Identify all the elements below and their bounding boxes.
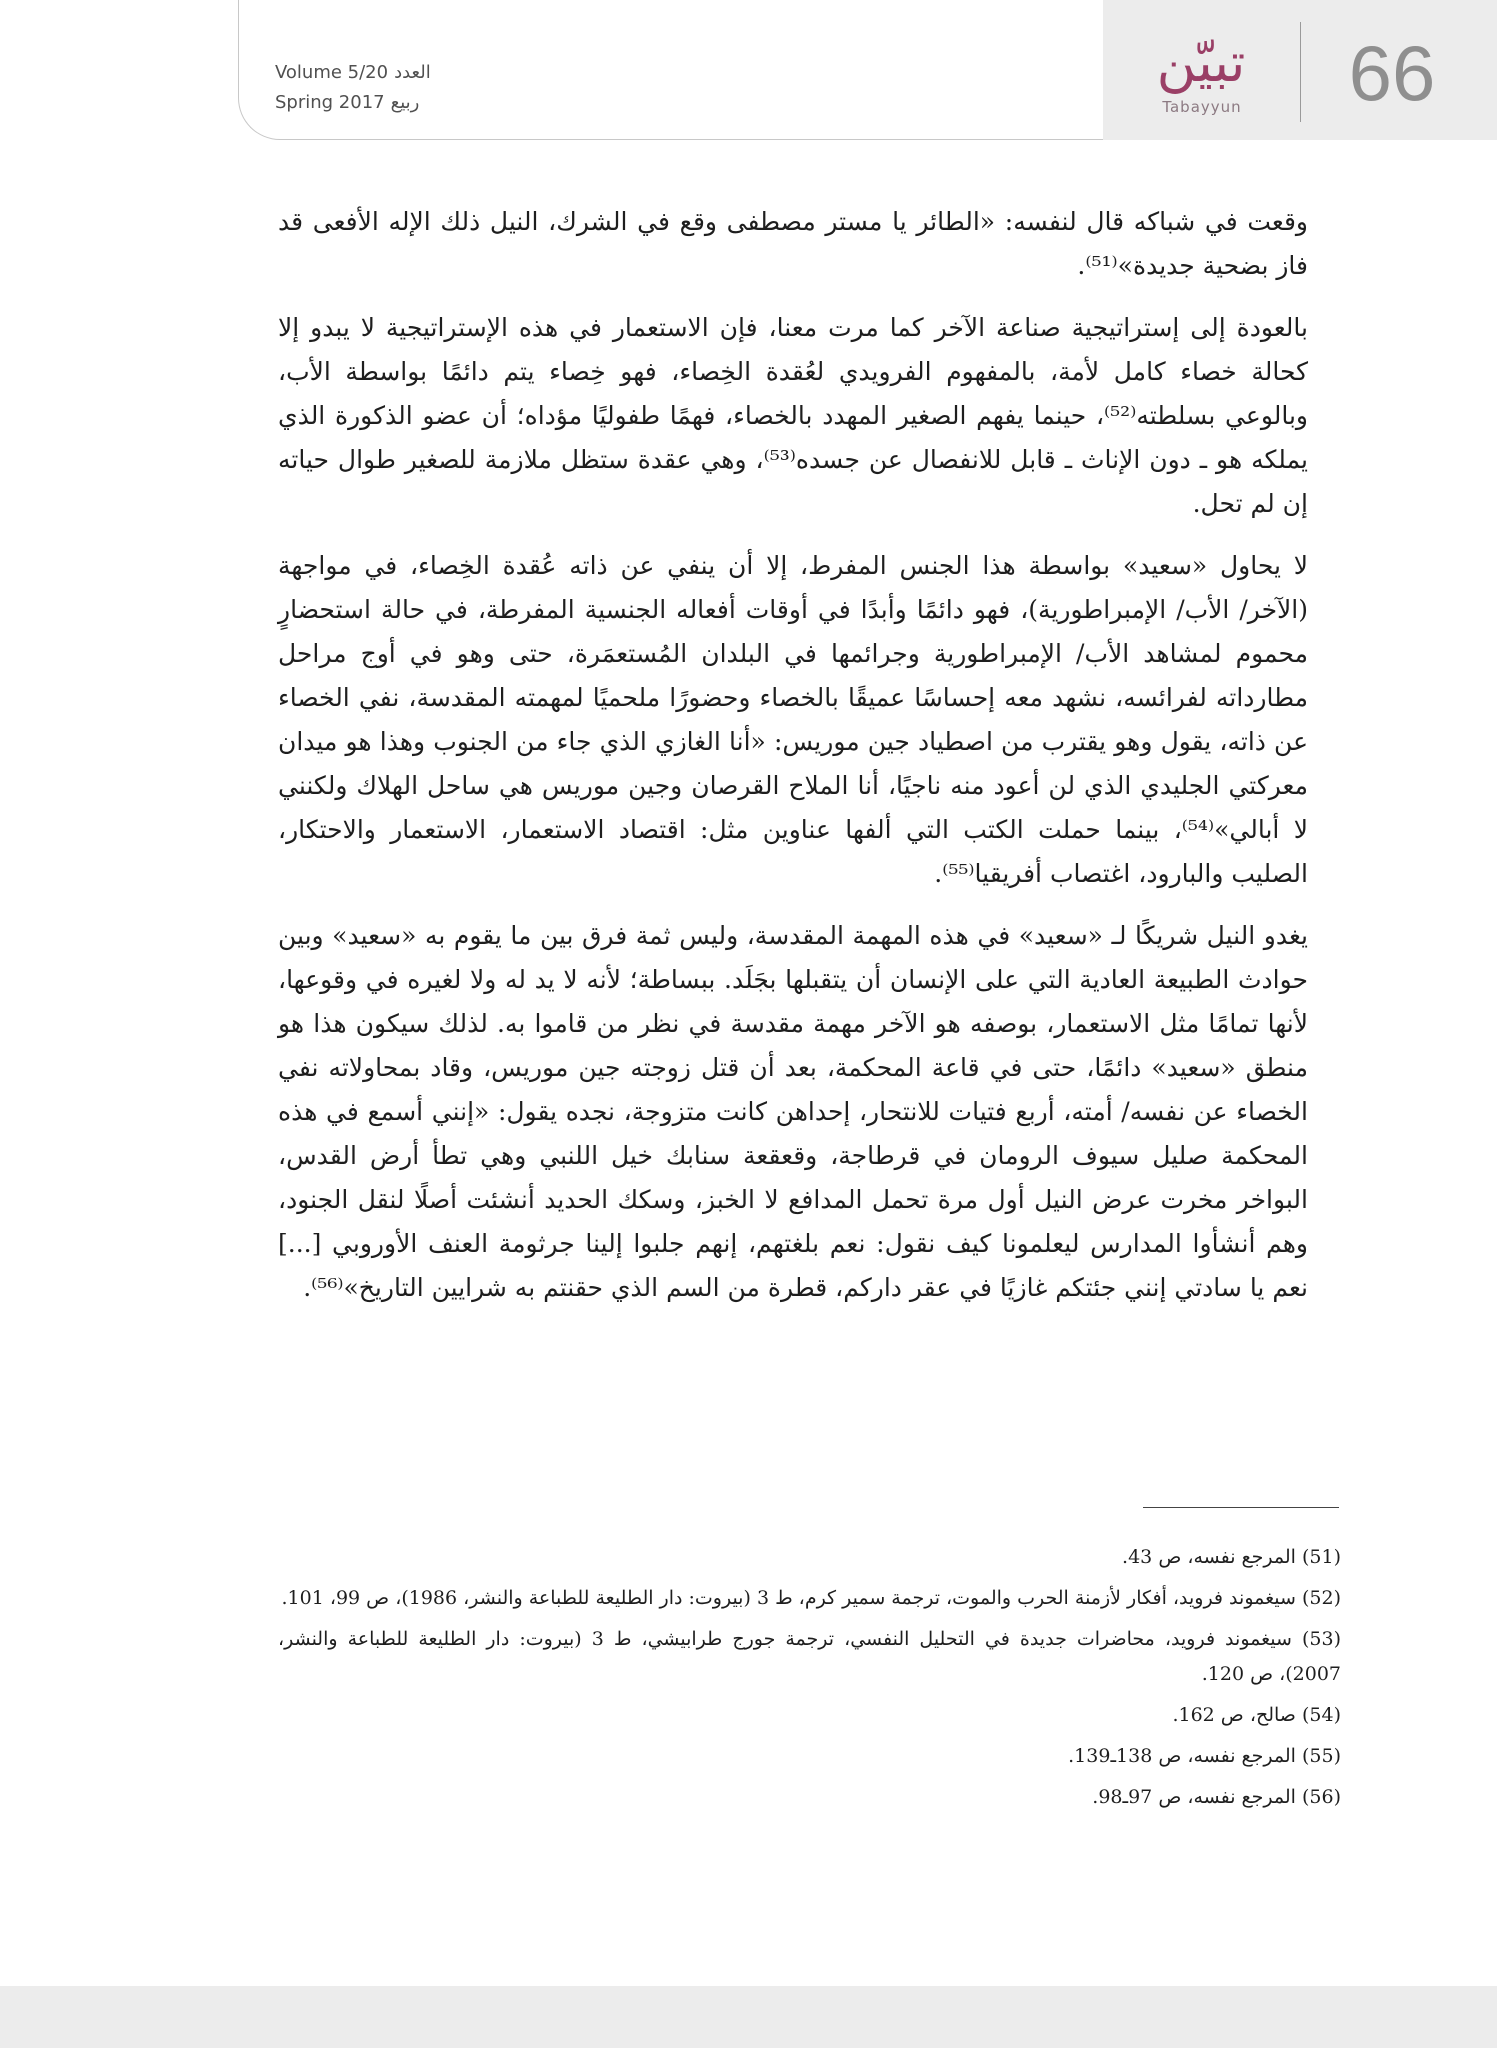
volume-info: [275, 58, 495, 118]
volume-label-ar: العدد: [394, 62, 431, 83]
paragraph: بالعودة إلى إستراتيجية صناعة الآخر كما مرت معنا، فإن الاستعمار في هذه الإستراتيجية لا يبدو إلا كحالة خصاء كامل لأمة، بالمفهوم الفرويدي لعُقدة الخِصاء، فهو خِصاء يتم دائمًا بواسطة الأب، وبالوعي بسلطته⁽⁵²⁾، حينما يفهم الصغير المهدد بالخصاء، فهمًا طفوليًا مؤداه؛ أن عضو الذكورة الذي يملكه هو ـ دون الإناث ـ قابل للانفصال عن جسده⁽⁵³⁾، وهي عقدة ستظل ملازمة للصغير طوال حياته إن لم تحل.: [278, 313, 1308, 518]
footnote: (54) صالح، ص 162.: [1172, 1704, 1341, 1726]
volume-line: [275, 58, 495, 88]
footnote: (55) المرجع نفسه، ص 138ـ139.: [1068, 1745, 1341, 1767]
paragraph: يغدو النيل شريكًا لـ «سعيد» في هذه المهمة المقدسة، وليس ثمة فرق بين ما يقوم به «سعيد» وبين حوادث الطبيعة العادية التي على الإنسان أن يتقبلها بجَلَد. ببساطة؛ لأنه لا يد له ولا لغيره في وقوعها، لأنها تمامًا مثل الاستعمار، بوصفه هو الآخر مهمة مقدسة في نظر من قاموا به. لذلك سيكون هذا هو منطق «سعيد» دائمًا، حتى في قاعة المحكمة، بعد أن قتل زوجته جين موريس، وقاد بمحاولاته نفي الخصاء عن نفسه/ أمته، أربع فتيات للانتحار، إحداهن كانت متزوجة، نجده يقول: «إنني أسمع في هذه المحكمة صليل سيوف الرومان في قرطاجة، وقعقعة سنابك خيل اللنبي وهي تطأ أرض القدس، البواخر مخرت عرض النيل أول مرة تحمل المدافع لا الخبز، وسكك الحديد أنشئت أصلًا لنقل الجنود، وهم أنشأوا المدارس ليعلمونا كيف نقول: نعم بلغتهم، إنهم جلبوا إلينا جرثومة العنف الأوروبي [...] نعم يا سادتي إنني جئتكم غازيًا في عقر داركم، قطرة من السم الذي حقنتم به شرايين التاريخ»⁽⁵⁶⁾.: [278, 921, 1308, 1302]
journal-logo: [1128, 30, 1278, 130]
paragraph: لا يحاول «سعيد» بواسطة هذا الجنس المفرط، إلا أن ينفي عن ذاته عُقدة الخِصاء، في مواجهة (الآخر/ الأب/ الإمبراطورية)، فهو دائمًا وأبدًا في أوقات أفعاله الجنسية المفرطة، في حالة استحضارٍ محموم لمشاهد الأب/ الإمبراطورية وجرائمها في البلدان المُستعمَرة، حتى وهو في أوج مراحل مطارداته لفرائسه، نشهد معه إحساسًا عميقًا بالخصاء وحضورًا ملحميًا لمهمته المقدسة، نفي الخصاء عن ذاته، يقول وهو يقترب من اصطياد جين موريس: «أنا الغازي الذي جاء من الجنوب وهذا هو ميدان معركتي الجليدي الذي لن أعود منه ناجيًا، أنا الملاح القرصان وجين موريس هي ساحل الهلاك ولكنني لا أبالي»⁽⁵⁴⁾، بينما حملت الكتب التي ألفها عناوين مثل: اقتصاد الاستعمار، الاستعمار والاحتكار، الصليب والبارود، اغتصاب أفريقيا⁽⁵⁵⁾.: [278, 551, 1308, 888]
footnote-separator: [1143, 1507, 1339, 1508]
footnote: (56) المرجع نفسه، ص 97ـ98.: [1092, 1786, 1341, 1808]
header-divider: [1300, 22, 1301, 122]
season-label: Spring 2017: [275, 92, 385, 113]
page-number: 66: [1348, 29, 1436, 117]
footnote: (51) المرجع نفسه، ص 43.: [1122, 1546, 1341, 1568]
volume-label: Volume 5/20: [275, 62, 389, 83]
footer-bar: [0, 1986, 1497, 2048]
logo-arabic-text: تبيّن: [1156, 31, 1246, 94]
footnote: (52) سيغموند فرويد، أفكار لأزمنة الحرب والموت، ترجمة سمير كرم، ط 3 (بيروت: دار الطليعة للطباعة والنشر، 1986)، ص 99، 101.: [281, 1587, 1341, 1609]
season-line: [275, 88, 495, 118]
logo-latin-text: Tabayyun: [1162, 98, 1242, 116]
article-body: [278, 200, 1308, 1328]
footnote: (53) سيغموند فرويد، محاضرات جديدة في التحليل النفسي، ترجمة جورج طرابيشي، ط 3 (بيروت: دار الطليعة للطباعة والنشر، 2007)، ص 120.: [278, 1628, 1341, 1685]
paragraph: وقعت في شباكه قال لنفسه: «الطائر يا مستر مصطفى وقع في الشرك، النيل ذلك الإله الأفعى قد فاز بضحية جديدة»⁽⁵¹⁾.: [278, 207, 1308, 280]
season-label-ar: ربيع: [390, 92, 420, 113]
footnotes: [278, 1540, 1341, 1821]
